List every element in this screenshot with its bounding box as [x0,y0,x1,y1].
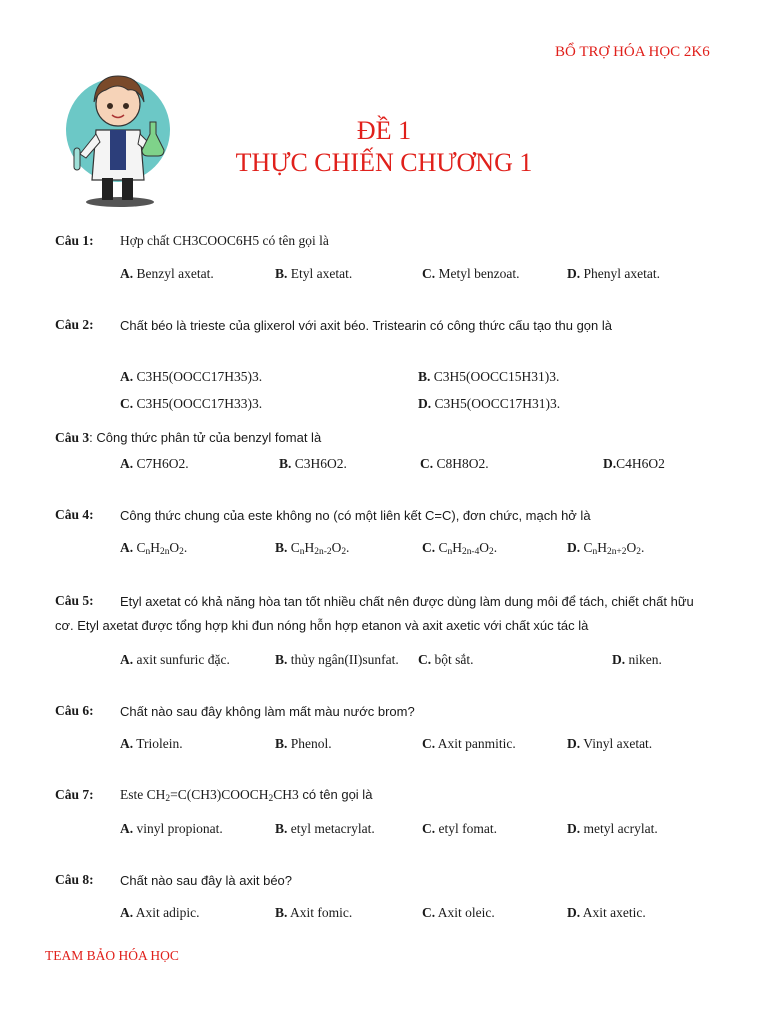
question-label: Câu 4: [55,507,94,522]
question-label: Câu 5: [55,593,94,608]
option-c: C. $C_nH_{2n-4}O_2$. [422,540,498,557]
question-6 [55,703,94,719]
option-b: B. Axit fomic. [275,905,353,920]
question-text: Este $CH_2=C(CH3)COOCH_2CH3$ có tên gọi là [120,787,373,804]
question-text: Chất nào sau đây là axit béo? [120,873,293,888]
question-text: Chất nào sau đây không làm mất màu nước brom? [120,704,415,719]
option-a: A. C7H6O2. [120,456,189,471]
option-a: A. $C_nH_{2n}O_2$. [120,540,188,557]
option-a: A. vinyl propionat. [120,821,223,836]
option-d: D. Vinyl axetat. [567,736,653,751]
option-c: C. C8H8O2. [420,456,489,471]
question-label: Câu 3 [55,430,90,445]
option-a: A. Benzyl axetat. [120,266,214,281]
option-a: A. Triolein. [120,736,183,751]
question-4 [55,507,94,523]
option-c: C. Axit oleic. [422,905,495,920]
question-label: Câu 7: [55,787,94,802]
page-title-line2: THỰC CHIẾN CHƯƠNG 1 [235,148,533,177]
option-c: C. etyl fomat. [422,821,497,836]
question-text-line1: Etyl axetat có khả năng hòa tan tốt nhiều chất nên được dùng làm dung môi để tách, chiết chất hữu [120,594,694,609]
option-c: C. bột sắt. [418,652,474,667]
option-d: D. niken. [612,652,662,667]
brand-header: BỔ TRỢ HÓA HỌC 2K6 [555,44,710,60]
option-b: B. C3H6O2. [279,456,347,471]
page-title-line1: ĐỀ 1 [356,116,412,145]
option-c: C. Metyl benzoat. [422,266,520,281]
option-d: D. C3H5(OOCC17H31)3. [418,396,561,411]
question-7 [55,787,94,803]
question-text: Chất béo là trieste của glixerol với axit béo. Tristearin có công thức cấu tạo thu gọn là [120,318,612,333]
option-d: D. metyl acrylat. [567,821,658,836]
question-label: Câu 8: [55,872,94,887]
question-2 [55,317,94,333]
option-b: B. thủy ngân(II)sunfat. [275,652,399,667]
footer-team-name: TEAM BẢO HÓA HỌC [45,948,179,963]
option-a: A. Axit adipic. [120,905,200,920]
option-d: D. Axit axetic. [567,905,646,920]
option-b: B. Phenol. [275,736,332,751]
option-c: C. Axit panmitic. [422,736,516,751]
option-b: B. C3H5(OOCC15H31)3. [418,369,560,384]
question-label: Câu 6: [55,703,94,718]
option-a: A. C3H5(OOCC17H35)3. [120,369,263,384]
question-3 [55,430,321,446]
option-d: D.C4H6O2 [603,456,665,471]
question-text: Hợp chất CH3COOC6H5 có tên gọi là [120,233,329,248]
question-text: : Công thức phân tử của benzyl fomat là [89,430,322,445]
question-8 [55,872,94,888]
question-5 [55,593,94,609]
option-b: B. $C_nH_{2n-2}O_2$. [275,540,350,557]
question-label: Câu 1: [55,233,94,248]
question-text: Công thức chung của este không no (có một liên kết C=C), đơn chức, mạch hở là [120,508,591,523]
option-d: D. Phenyl axetat. [567,266,660,281]
option-b: B. etyl metacrylat. [275,821,375,836]
option-a: A. axit sunfuric đặc. [120,652,230,667]
question-text-line2: cơ. Etyl axetat được tổng hợp khi đun nóng hỗn hợp etanon và axit axetic với chất xúc tác là [55,618,589,633]
question-label: Câu 2: [55,317,94,332]
option-b: B. Etyl axetat. [275,266,353,281]
question-1 [55,233,94,249]
option-d: D. $C_nH_{2n+2}O_2$. [567,540,645,557]
option-c: C. C3H5(OOCC17H33)3. [120,396,263,411]
